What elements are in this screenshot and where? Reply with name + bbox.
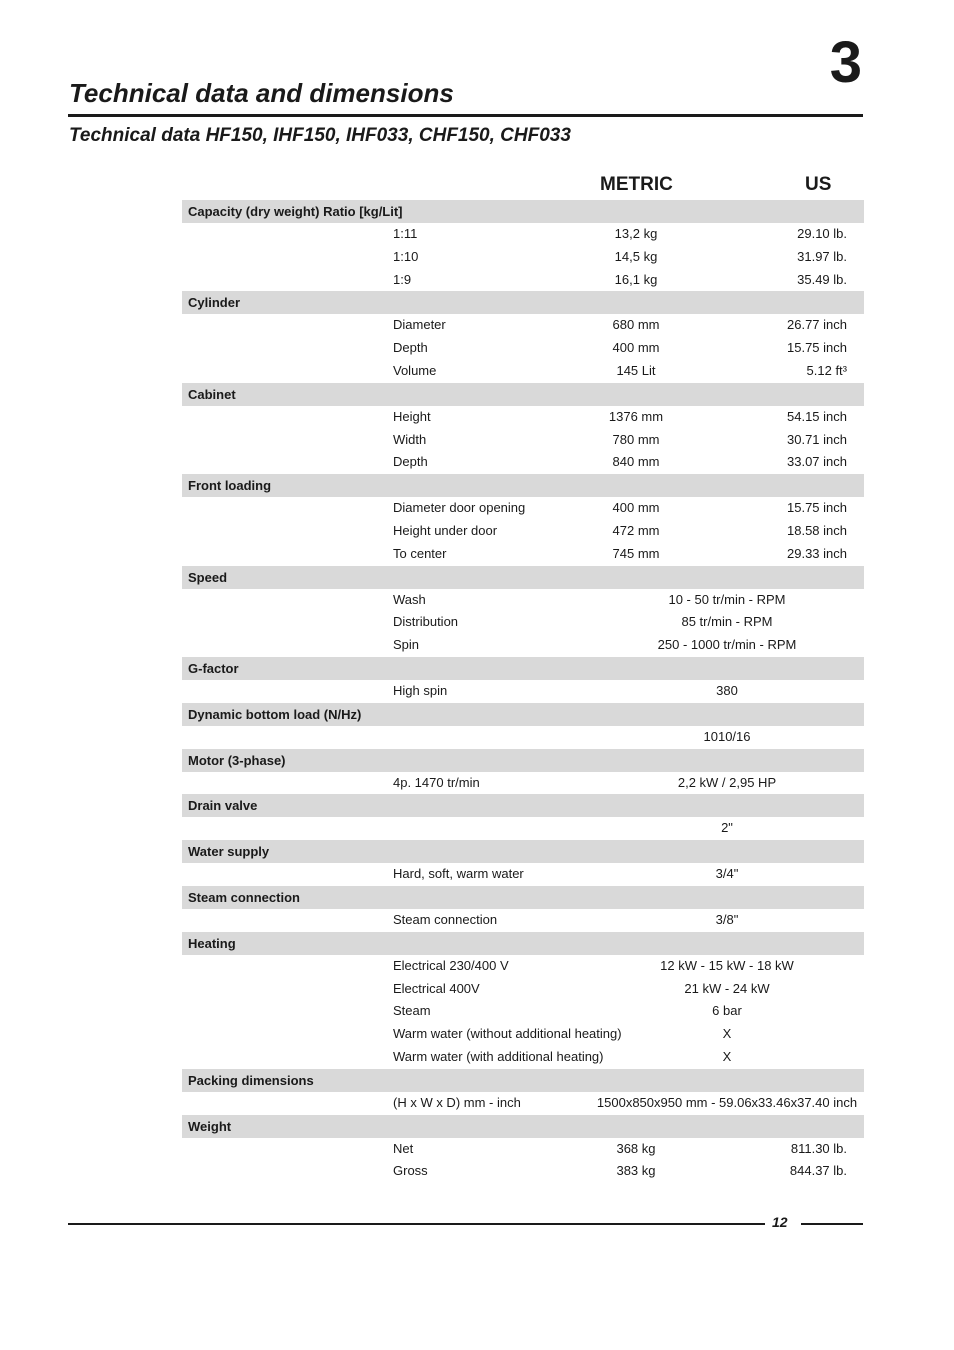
row-value: 1500x850x950 mm - 59.06x33.46x37.40 inch <box>596 1094 858 1110</box>
row-label: Wash <box>393 591 426 607</box>
table-header <box>182 170 864 200</box>
row-metric-value: 1376 mm <box>608 408 664 424</box>
row-metric-value: 368 kg <box>616 1140 656 1156</box>
row-label: (H x W x D) mm - inch <box>393 1094 521 1110</box>
row-us-value: 31.97 lb. <box>797 248 847 264</box>
section-header: Heating <box>182 932 864 955</box>
row-us-value: 33.07 inch <box>787 454 847 470</box>
row-metric-value: 400 mm <box>612 340 660 356</box>
row-us-value: 35.49 lb. <box>797 271 847 287</box>
table-row <box>182 1023 864 1046</box>
row-metric-value: 400 mm <box>612 500 660 516</box>
row-label: 4p. 1470 tr/min <box>393 774 480 790</box>
table-row <box>182 863 864 886</box>
row-value: 2" <box>721 820 733 836</box>
row-label: Depth <box>393 340 428 356</box>
table-row <box>182 772 864 795</box>
row-us-value: 844.37 lb. <box>789 1163 847 1179</box>
table-row <box>182 337 864 360</box>
row-value: 10 - 50 tr/min - RPM <box>668 591 786 607</box>
page-number: 12 <box>772 1214 788 1230</box>
section-header: Cabinet <box>182 383 864 406</box>
table-row <box>182 955 864 978</box>
row-label: Gross <box>393 1163 428 1179</box>
row-us-value: 54.15 inch <box>787 408 847 424</box>
row-label: Warm water (without additional heating) <box>393 1026 622 1042</box>
row-label: To center <box>393 545 447 561</box>
row-label: Steam connection <box>393 911 498 927</box>
table-row <box>182 978 864 1001</box>
row-label: Height under door <box>393 522 498 538</box>
page-title: Technical data and dimensions <box>69 78 454 108</box>
section-header: Dynamic bottom load (N/Hz) <box>182 703 864 726</box>
row-us-value: 29.10 lb. <box>797 226 847 241</box>
row-metric-value: 14,5 kg <box>614 248 658 264</box>
table-row <box>182 429 864 452</box>
row-label: 1:9 <box>393 271 412 287</box>
footer-divider-right <box>801 1223 863 1225</box>
table-row <box>182 1138 864 1161</box>
table-row <box>182 680 864 703</box>
section-header: Speed <box>182 566 864 589</box>
table-row <box>182 909 864 932</box>
chapter-number: 3 <box>829 30 862 95</box>
row-metric-value: 16,1 kg <box>614 271 658 287</box>
table-row <box>182 497 864 520</box>
row-value: 250 - 1000 tr/min - RPM <box>657 637 797 653</box>
row-us-value: 5.12 ft³ <box>806 362 847 378</box>
row-us-value: 26.77 inch <box>787 317 847 333</box>
table-row <box>182 1160 864 1183</box>
row-label: Warm water (with additional heating) <box>393 1048 604 1064</box>
row-value: 380 <box>716 682 738 698</box>
row-value: 21 kW - 24 kW <box>684 980 770 996</box>
table-row <box>182 1092 864 1115</box>
table-row <box>182 246 864 269</box>
row-metric-value: 383 kg <box>616 1163 656 1179</box>
table-row <box>182 611 864 634</box>
section-header: Weight <box>182 1115 864 1138</box>
section-header: G-factor <box>182 657 864 680</box>
row-metric-value: 13,2 kg <box>614 226 658 241</box>
section-header: Motor (3-phase) <box>182 749 864 772</box>
us-column-header: US <box>805 174 832 195</box>
section-header: Packing dimensions <box>182 1069 864 1092</box>
row-value: X <box>722 1026 732 1042</box>
row-label: Electrical 400V <box>393 980 480 996</box>
footer-divider-left <box>68 1223 765 1225</box>
table-row <box>182 726 864 749</box>
row-label: Hard, soft, warm water <box>393 866 524 882</box>
row-label: Height <box>393 408 431 424</box>
table-row <box>182 589 864 612</box>
table-row <box>182 269 864 292</box>
table-row <box>182 223 864 246</box>
table-body <box>182 200 864 1183</box>
row-metric-value: 472 mm <box>612 522 660 538</box>
section-subtitle: Technical data HF150, IHF150, IHF033, CHF150, CHF033 <box>69 125 571 146</box>
row-metric-value: 145 Lit <box>616 362 656 378</box>
row-label: Volume <box>393 362 437 378</box>
row-value: 6 bar <box>712 1003 742 1019</box>
row-label: Width <box>393 431 427 447</box>
row-label: Depth <box>393 454 428 470</box>
row-label: Steam <box>393 1003 431 1019</box>
row-label: 1:11 <box>393 226 418 241</box>
section-header: Cylinder <box>182 291 864 314</box>
row-metric-value: 840 mm <box>612 454 660 470</box>
row-us-value: 15.75 inch <box>787 340 847 356</box>
metric-column-header: METRIC <box>600 174 673 195</box>
row-label: Net <box>393 1140 414 1156</box>
section-header: Front loading <box>182 474 864 497</box>
table-row <box>182 1000 864 1023</box>
row-value: 12 kW - 15 kW - 18 kW <box>660 957 794 973</box>
spec-table <box>182 170 864 1183</box>
row-label: Diameter <box>393 317 446 333</box>
section-header: Water supply <box>182 840 864 863</box>
row-label: Diameter door opening <box>393 500 526 516</box>
row-label: 1:10 <box>393 248 419 264</box>
row-value: 2,2 kW / 2,95 HP <box>677 774 777 790</box>
table-row <box>182 314 864 337</box>
row-label: Spin <box>393 637 420 653</box>
row-value: 3/4" <box>715 866 739 882</box>
row-value: 85 tr/min - RPM <box>681 614 773 630</box>
row-label: Distribution <box>393 614 459 630</box>
section-header: Capacity (dry weight) Ratio [kg/Lit] <box>182 200 864 223</box>
table-row <box>182 817 864 840</box>
row-metric-value: 745 mm <box>612 545 660 561</box>
row-us-value: 18.58 inch <box>787 522 847 538</box>
table-row <box>182 1046 864 1069</box>
row-us-value: 15.75 inch <box>787 500 847 516</box>
table-row <box>182 543 864 566</box>
row-metric-value: 780 mm <box>612 431 660 447</box>
table-row <box>182 406 864 429</box>
table-row <box>182 360 864 383</box>
title-divider <box>68 114 863 117</box>
row-us-value: 30.71 inch <box>787 431 847 447</box>
table-row <box>182 451 864 474</box>
section-header: Drain valve <box>182 794 864 817</box>
row-label: High spin <box>393 682 448 698</box>
row-us-value: 811.30 lb. <box>790 1140 847 1156</box>
table-row <box>182 634 864 657</box>
row-value: X <box>722 1048 732 1064</box>
row-metric-value: 680 mm <box>612 317 660 333</box>
row-label: Electrical 230/400 V <box>393 957 509 973</box>
row-value: 3/8" <box>715 911 739 927</box>
section-header: Steam connection <box>182 886 864 909</box>
table-row <box>182 520 864 543</box>
row-value: 1010/16 <box>703 728 751 744</box>
row-us-value: 29.33 inch <box>787 545 847 561</box>
